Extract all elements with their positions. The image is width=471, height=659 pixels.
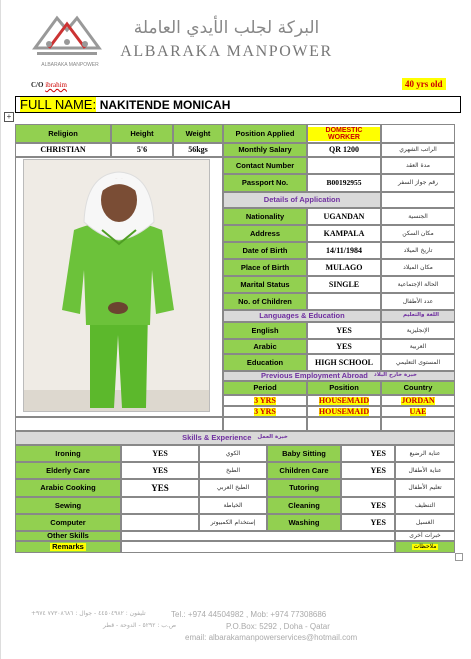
- employment-section-title-text: Previous Employment Abroad: [261, 371, 368, 381]
- sewing-label: Sewing: [15, 497, 121, 514]
- employment-row-2-period-text: 3 YRS: [254, 406, 276, 416]
- computer-value: [121, 514, 199, 531]
- other-skills-value: [121, 531, 395, 541]
- skills-section-title-text: Skills & Experience: [182, 433, 252, 443]
- english-ar: الإنجليزية: [381, 322, 455, 339]
- children-care-ar: عناية الأطفال: [395, 462, 455, 479]
- table-resize-handle-icon[interactable]: [455, 553, 463, 561]
- arabic-cooking-ar: الطبخ العربي: [199, 479, 267, 497]
- employment-row-3-country: [381, 417, 455, 431]
- address-label: Address: [223, 225, 307, 242]
- height-value: 5'6: [111, 143, 173, 157]
- arabic-label: Arabic: [223, 339, 307, 354]
- elderly-care-value: YES: [121, 462, 199, 479]
- cleaning-ar: التنظيف: [395, 497, 455, 514]
- passport-no-value: B00192955: [307, 174, 381, 192]
- tutoring-label: Tutoring: [267, 479, 341, 497]
- english-value: YES: [307, 322, 381, 339]
- passport-no-label: Passport No.: [223, 174, 307, 192]
- age-badge: [402, 78, 446, 90]
- monthly-salary-label: Monthly Salary: [223, 143, 307, 157]
- position-applied-header: Position Applied: [223, 124, 307, 143]
- children-care-label: Children Care: [267, 462, 341, 479]
- date-of-birth-ar: تاريخ الميلاد: [381, 242, 455, 259]
- candidate-photo-figure: [24, 160, 210, 412]
- sewing-ar: الخياطة: [199, 497, 267, 514]
- footer-po-ar: ص.ب : ٥٢٩٢ - الدوحة - قطر: [103, 622, 177, 629]
- skills-section-title: [15, 431, 455, 445]
- arabic-cooking-value: YES: [121, 479, 199, 497]
- albaraka-logo-icon: [27, 8, 107, 70]
- place-of-birth-label: Place of Birth: [223, 259, 307, 276]
- computer-label: Computer: [15, 514, 121, 531]
- elderly-care-ar: الطبخ: [199, 462, 267, 479]
- computer-ar: إستخدام الكمبيوتر: [199, 514, 267, 531]
- employment-row-1-position-text: HOUSEMAID: [318, 395, 370, 405]
- contact-number-label: Contact Number: [223, 157, 307, 174]
- candidate-photo: [23, 159, 210, 412]
- place-of-birth-value: MULAGO: [307, 259, 381, 276]
- passport-no-ar: رقم جواز السفر: [381, 174, 455, 192]
- employment-row-3-position: [307, 417, 381, 431]
- skills-section-ar: خبرة العمل: [257, 434, 288, 441]
- education-value: HIGH SCHOOL: [307, 354, 381, 371]
- remarks-ar-cell: [395, 541, 455, 553]
- marital-status-label: Marital Status: [223, 276, 307, 293]
- full-name-label: FULL NAME:: [20, 97, 97, 112]
- english-label: English: [223, 322, 307, 339]
- country-header: Country: [381, 381, 455, 395]
- employment-row-2-country: [381, 406, 455, 417]
- languages-section-title: Languages & Education: [223, 310, 381, 322]
- ironing-label: Ironing: [15, 445, 121, 462]
- weight-header: Weight: [173, 124, 223, 143]
- education-ar: المستوى التعليمي: [381, 354, 455, 371]
- tutoring-ar: تعليم الأطفال: [395, 479, 455, 497]
- marital-status-ar: الحالة الإجتماعية: [381, 276, 455, 293]
- children-ar: عدد الأطفال: [381, 293, 455, 310]
- washing-value: YES: [341, 514, 395, 531]
- contact-number-ar: مدة العقد: [381, 157, 455, 174]
- employment-row-3-period: [223, 417, 307, 431]
- period-header: Period: [223, 381, 307, 395]
- date-of-birth-value: 14/11/1984: [307, 242, 381, 259]
- details-section-title: Details of Application: [223, 192, 381, 208]
- employment-section-ar: خبرة خارج البلاد: [373, 372, 417, 379]
- date-of-birth-label: Date of Birth: [223, 242, 307, 259]
- children-label: No. of Children: [223, 293, 307, 310]
- arabic-value: YES: [307, 339, 381, 354]
- position-header: Position: [307, 381, 381, 395]
- languages-section-ar: [381, 310, 455, 322]
- age-value: 40 yrs old: [405, 79, 443, 89]
- remarks-label-cell: [15, 541, 121, 553]
- cleaning-label: Cleaning: [267, 497, 341, 514]
- education-label: Education: [223, 354, 307, 371]
- religion-header: Religion: [15, 124, 111, 143]
- nationality-value: UGANDAN: [307, 208, 381, 225]
- employment-section-title: [223, 371, 455, 381]
- children-value: [307, 293, 381, 310]
- employment-row-2-period: [223, 406, 307, 417]
- marital-status-value: SINGLE: [307, 276, 381, 293]
- employment-row-1-country-text: JORDAN: [401, 395, 435, 405]
- company-name-english: ALBARAKA MANPOWER: [120, 43, 333, 60]
- children-care-value: YES: [341, 462, 395, 479]
- position-applied-ar-cell: [381, 124, 455, 143]
- ironing-value: YES: [121, 445, 199, 462]
- address-value: KAMPALA: [307, 225, 381, 242]
- elderly-care-label: Elderly Care: [15, 462, 121, 479]
- nationality-ar: الجنسية: [381, 208, 455, 225]
- washing-label: Washing: [267, 514, 341, 531]
- footer-phone-en: Tel.: +974 44504982 , Mob: +974 77308686: [171, 610, 327, 619]
- height-header: Height: [111, 124, 173, 143]
- religion-value: CHRISTIAN: [15, 143, 111, 157]
- arabic-cooking-label: Arabic Cooking: [15, 479, 121, 497]
- footer: [1, 600, 471, 659]
- cleaning-value: YES: [341, 497, 395, 514]
- other-skills-ar: خبرات أخرى: [395, 531, 455, 541]
- arabic-ar: العربية: [381, 339, 455, 354]
- table-move-handle-icon[interactable]: +: [4, 112, 14, 122]
- place-of-birth-ar: مكان الميلاد: [381, 259, 455, 276]
- monthly-salary-value: QR 1200: [307, 143, 381, 157]
- employment-row-1-position: [307, 395, 381, 406]
- full-name-bar: [15, 96, 461, 113]
- weight-value: 56kgs: [173, 143, 223, 157]
- washing-ar: الغسيل: [395, 514, 455, 531]
- position-applied-cell: [307, 124, 381, 143]
- remarks-ar: ملاحظات: [413, 543, 437, 550]
- baby-sitting-value: YES: [341, 445, 395, 462]
- remarks-value: [121, 541, 395, 553]
- logo-caption: ALBARAKA MANPOWER: [41, 62, 99, 68]
- nationality-label: Nationality: [223, 208, 307, 225]
- contact-number-value: [307, 157, 381, 174]
- employment-row-2-position-text: HOUSEMAID: [318, 406, 370, 416]
- employment-row-1-country: [381, 395, 455, 406]
- tutoring-value: [341, 479, 395, 497]
- remarks-label: Remarks: [52, 542, 84, 552]
- footer-phone-ar: تليفون : ٤٤٥٠٤٩٨٢ - جوال : ٧٧٣٠٨٦٨٦ ٩٧٤+: [31, 610, 146, 617]
- details-section-ar: [381, 192, 455, 208]
- footer-email: email: albarakamanpowerservices@hotmail.com: [185, 633, 358, 642]
- ironing-ar: الكوي: [199, 445, 267, 462]
- footer-po-en: P.O.Box: 5292 , Doha - Qatar: [226, 622, 330, 631]
- care-of: [31, 81, 67, 89]
- address-ar: مكان السكن: [381, 225, 455, 242]
- employment-row-2-country-text: UAE: [409, 406, 427, 416]
- employment-row-1-period: [223, 395, 307, 406]
- employment-row-1-period-text: 3 YRS: [254, 395, 276, 405]
- other-skills-label: Other Skills: [15, 531, 121, 541]
- company-name-arabic: البركة لجلب الأيدي العاملة: [133, 18, 320, 38]
- care-of-name: ibrahim: [45, 81, 67, 89]
- baby-sitting-label: Baby Sitting: [267, 445, 341, 462]
- full-name-value: NAKITENDE MONICAH: [99, 98, 231, 112]
- languages-section-ar-text: اللغة والتعليم: [402, 312, 440, 319]
- care-of-label: C/O: [31, 81, 44, 89]
- employment-row-2-position: [307, 406, 381, 417]
- monthly-salary-ar: الراتب الشهري: [381, 143, 455, 157]
- photo-bottom-spacer: [15, 417, 223, 431]
- position-applied-value: DOMESTIC WORKER: [308, 127, 380, 141]
- baby-sitting-ar: عناية الرضيع: [395, 445, 455, 462]
- sewing-value: [121, 497, 199, 514]
